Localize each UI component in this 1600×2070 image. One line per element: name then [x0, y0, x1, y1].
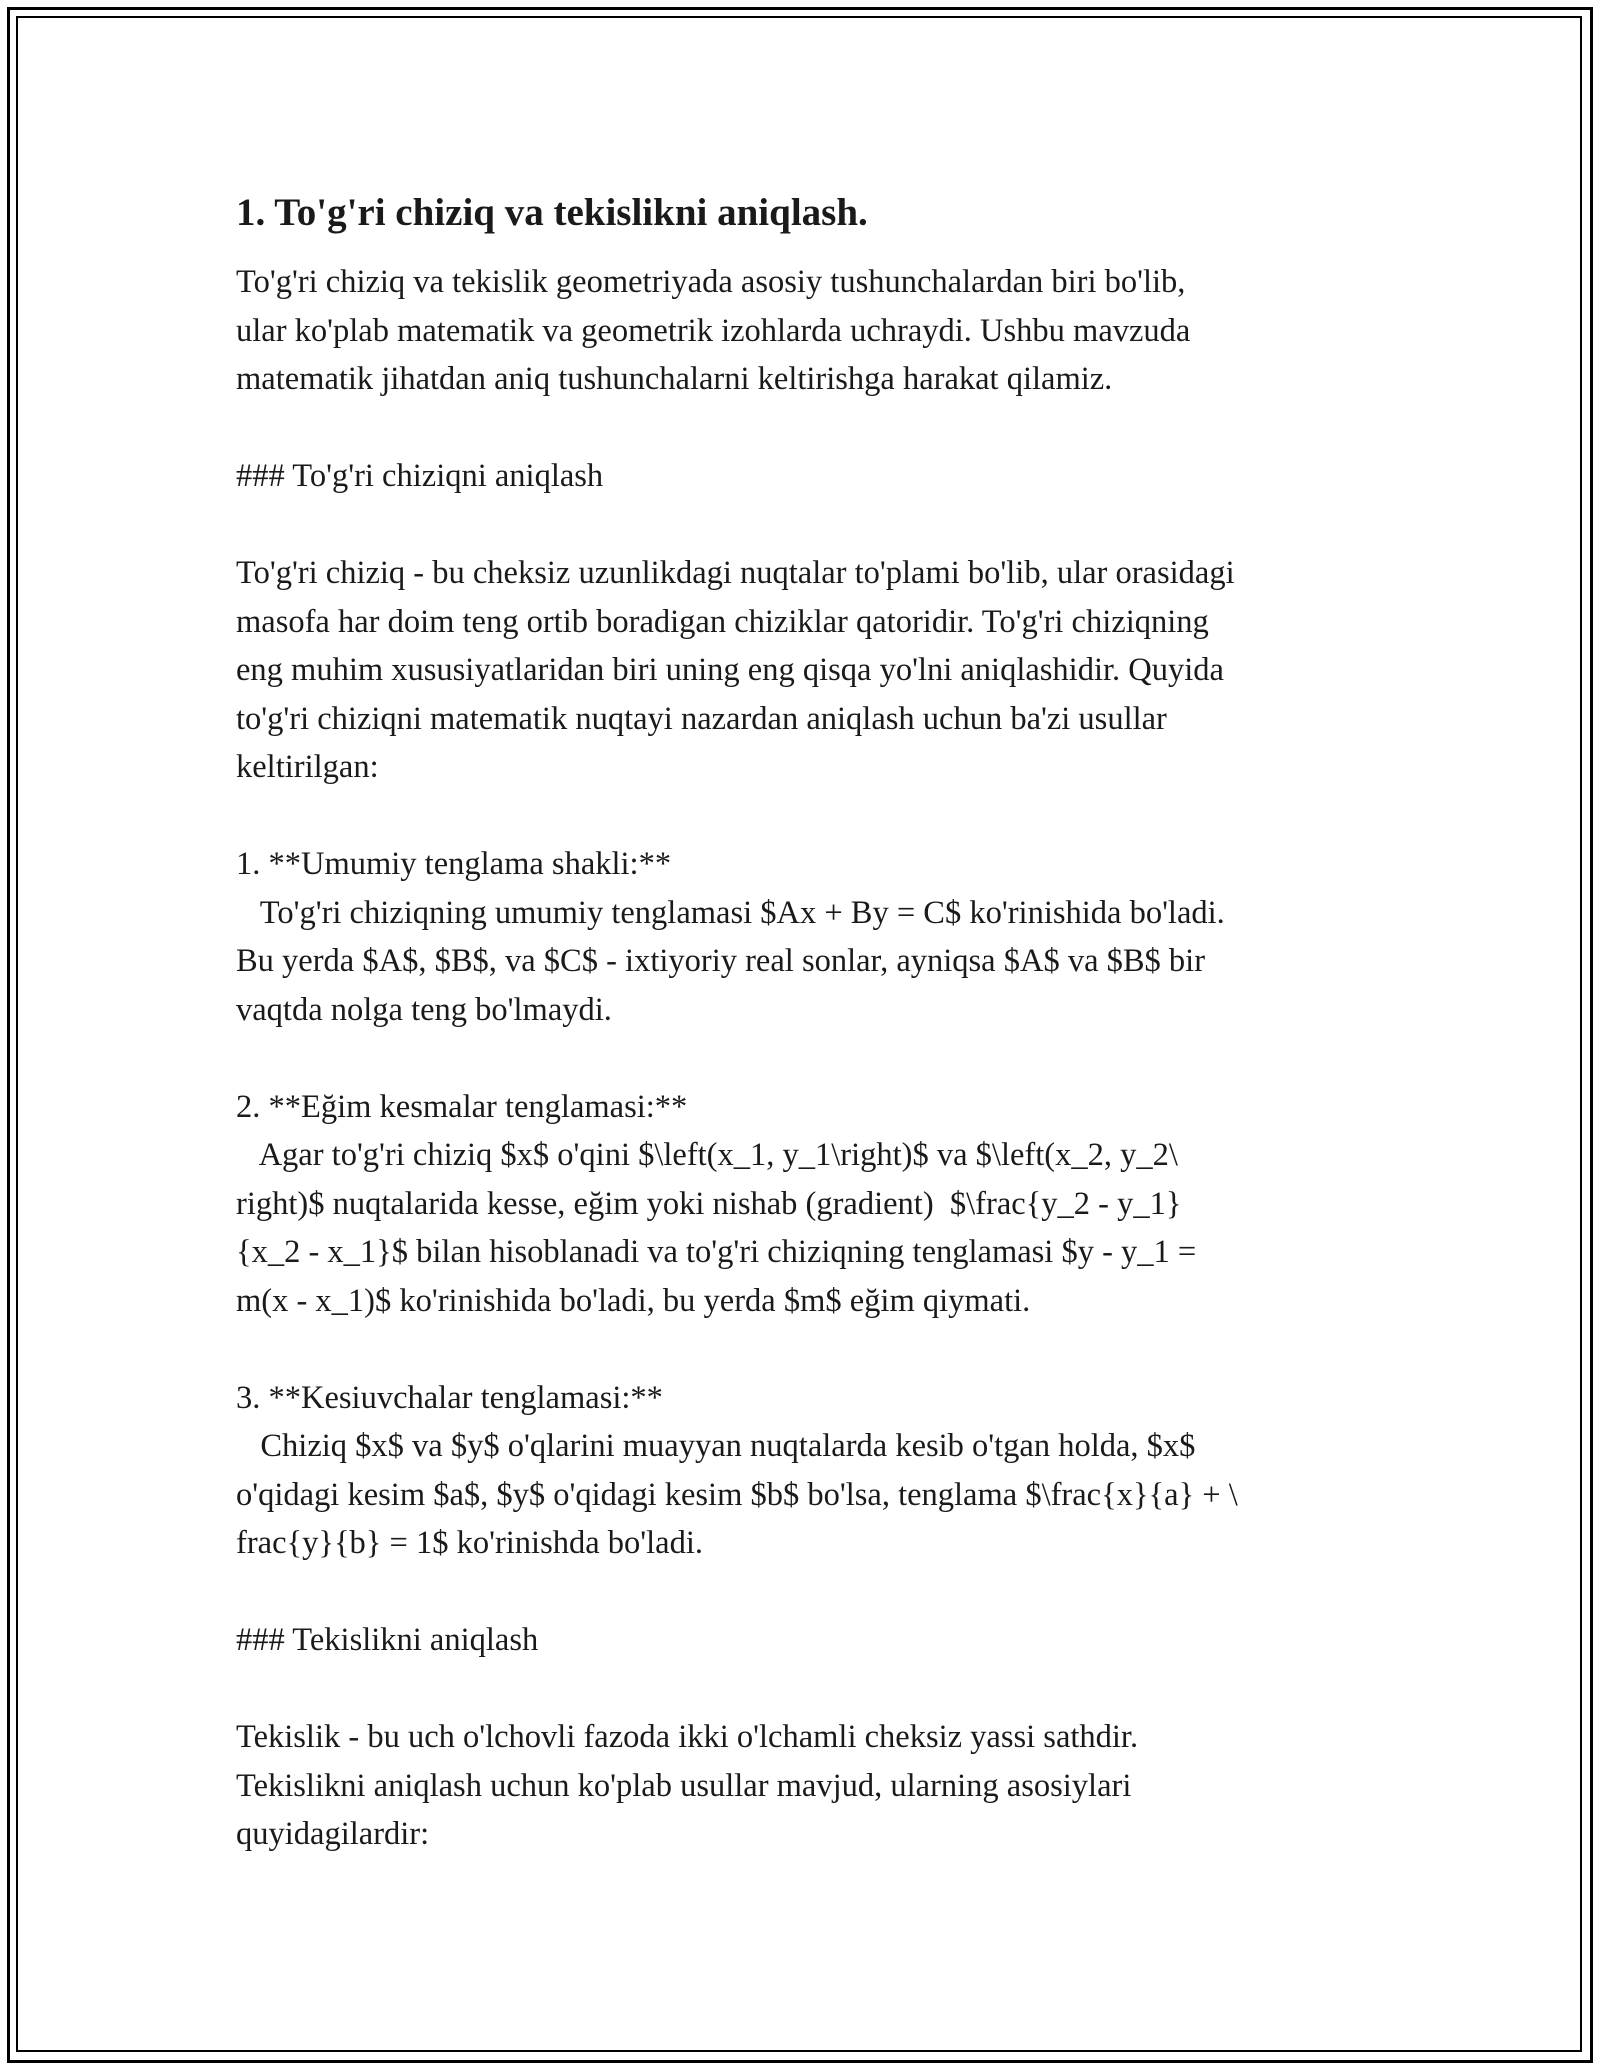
- text-line: eng muhim xususiyatlaridan biri uning eng qisqa yo'lni aniqlashidir. Quyida: [236, 652, 1224, 688]
- text-line: 1. **Umumiy tenglama shakli:**: [236, 846, 672, 882]
- text-line: to'g'ri chiziqni matematik nuqtayi nazardan aniqlash uchun ba'zi usullar: [236, 700, 1167, 737]
- line-definition-paragraph: [236, 549, 1376, 792]
- text-line: masofa har doim teng ortib boradigan chiziklar qatoridir. To'g'ri chiziqning: [236, 603, 1209, 640]
- document-body: [236, 186, 1376, 1859]
- text-line: {x_2 - x_1}$ bilan hisoblanadi va to'g'ri chiziqning tenglamasi $y - y_1 =: [236, 1234, 1197, 1270]
- text-line: matematik jihatdan aniq tushunchalarni keltirishga harakat qilamiz.: [236, 361, 1113, 397]
- text-line: To'g'ri chiziqning umumiy tenglamasi $Ax + By = C$ ko'rinishida bo'ladi.: [236, 894, 1225, 931]
- text-line: Bu yerda $A$, $B$, va $C$ - ixtiyoriy real sonlar, ayniqsa $A$ va $B$ bir: [236, 943, 1206, 979]
- text-line: o'qidagi kesim $a$, $y$ o'qidagi kesim $b$ bo'lsa, tenglama $\frac{x}{a} + \: [236, 1476, 1238, 1513]
- text-line: quyidagilardir:: [236, 1816, 430, 1852]
- text-line: 2. **Eğim kesmalar tenglamasi:**: [236, 1088, 688, 1125]
- text-line: frac{y}{b} = 1$ ko'rinishda bo'ladi.: [236, 1525, 703, 1561]
- text-line: m(x - x_1)$ ko'rinishida bo'ladi, bu yerda $m$ eğim qiymati.: [236, 1282, 1031, 1319]
- text-line: right)$ nuqtalarida kesse, eğim yoki nishab (gradient) $\frac{y_2 - y_1}: [236, 1185, 1182, 1222]
- document-title: 1. To'g'ri chiziq va tekislikni aniqlash.: [236, 191, 868, 234]
- text-line: 3. **Kesiuvchalar tenglamasi:**: [236, 1379, 663, 1416]
- text-line: To'g'ri chiziq va tekislik geometriyada asosiy tushunchalardan biri bo'lib,: [236, 264, 1186, 300]
- list-item-intercept-equation: [236, 1374, 1376, 1568]
- intro-paragraph: [236, 258, 1376, 404]
- list-item-slope-equation: [236, 1083, 1376, 1326]
- text-line: To'g'ri chiziq - bu cheksiz uzunlikdagi nuqtalar to'plami bo'lib, ular orasidagi: [236, 555, 1235, 591]
- list-item-general-equation: [236, 840, 1376, 1034]
- text-line: keltirilgan:: [236, 749, 379, 785]
- text-line: vaqtda nolga teng bo'lmaydi.: [236, 991, 612, 1028]
- text-line: ular ko'plab matematik va geometrik izohlarda uchraydi. Ushbu mavzuda: [236, 312, 1191, 349]
- text-line: Agar to'g'ri chiziq $x$ o'qini $\left(x_1, y_1\right)$ va $\left(x_2, y_2\: [236, 1137, 1178, 1173]
- section-heading-plane: [236, 1616, 1376, 1665]
- text-line: Chiziq $x$ va $y$ o'qlarini muayyan nuqtalarda kesib o'tgan holda, $x$: [236, 1428, 1196, 1464]
- plane-definition-paragraph: [236, 1713, 1376, 1859]
- text-line: Tekislikni aniqlash uchun ko'plab usullar mavjud, ularning asosiylari: [236, 1767, 1132, 1804]
- section-heading-line: [236, 452, 1376, 501]
- text-line: Tekislik - bu uch o'lchovli fazoda ikki o'lchamli cheksiz yassi sathdir.: [236, 1719, 1139, 1755]
- text-line: ### To'g'ri chiziqni aniqlash: [236, 458, 604, 494]
- text-line: ### Tekislikni aniqlash: [236, 1622, 539, 1658]
